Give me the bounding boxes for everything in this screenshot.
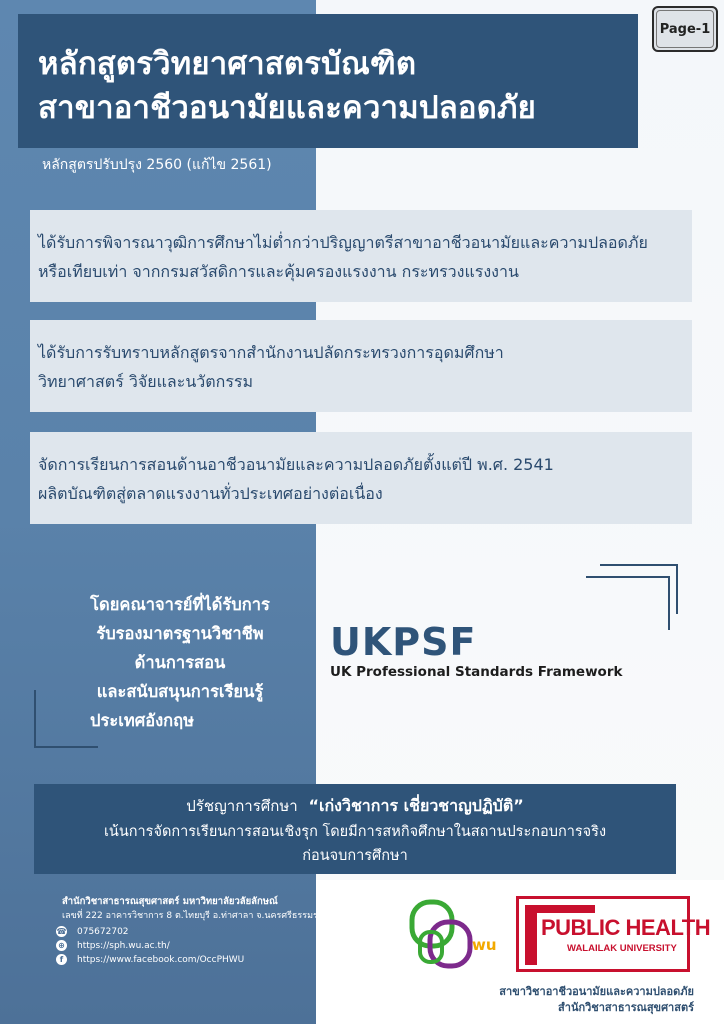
lecturers-line: ด้านการสอน bbox=[134, 653, 226, 672]
public-health-logo bbox=[516, 896, 711, 972]
department-name: สาขาวิชาอาชีวอนามัยและความปลอดภัย bbox=[499, 985, 694, 998]
info-box-line: ผลิตบัณฑิตสู่ตลาดแรงงานทั่วประเทศอย่างต่อเนื่อง bbox=[38, 484, 383, 503]
lecturers-statement bbox=[60, 590, 300, 735]
decorative-frame-line bbox=[34, 746, 98, 748]
decorative-frame-line bbox=[600, 564, 678, 566]
facebook-icon: f bbox=[56, 954, 67, 965]
occ-logo-text: wu bbox=[472, 936, 497, 954]
footer-organization: สำนักวิชาสาธารณสุขศาสตร์ มหาวิทยาลัยวลัยลักษณ์ bbox=[62, 896, 278, 907]
info-box-line: วิทยาศาสตร์ วิจัยและนวัตกรรม bbox=[38, 372, 254, 391]
contact-phone bbox=[56, 926, 129, 937]
page-title-line2: สาขาอาชีวอนามัยและความปลอดภัย bbox=[38, 90, 537, 126]
ukpsf-full-name: UK Professional Standards Framework bbox=[330, 664, 623, 680]
info-box-accreditation bbox=[30, 210, 692, 302]
info-box-line: ได้รับการพิจารณาวุฒิการศึกษาไม่ต่ำกว่าปริญญาตรีสาขาอาชีวอนามัยและความปลอดภัย bbox=[38, 233, 648, 252]
occ-wu-logo bbox=[406, 894, 498, 972]
page-title-line1: หลักสูตรวิทยาศาสตรบัณฑิต bbox=[38, 46, 417, 82]
philosophy-box bbox=[34, 784, 676, 874]
lecturers-line: รับรองมาตรฐานวิชาชีพ bbox=[96, 624, 264, 643]
contact-website[interactable] bbox=[56, 940, 170, 951]
ukpsf-acronym: UKPSF bbox=[330, 620, 477, 664]
logo-bar bbox=[525, 905, 537, 965]
info-box-line: จัดการเรียนการสอนด้านอาชีวอนามัยและความปลอดภัยตั้งแต่ปี พ.ศ. 2541 bbox=[38, 455, 554, 474]
lecturers-line: โดยคณาจารย์ที่ได้รับการ bbox=[90, 595, 270, 614]
page-badge-label: Page-1 bbox=[656, 10, 714, 48]
phone-icon: ☎ bbox=[56, 927, 67, 936]
info-box-line: หรือเทียบเท่า จากกรมสวัสดิการและคุ้มครองแรงงาน กระทรวงแรงงาน bbox=[38, 262, 519, 281]
curriculum-revision-subtitle: หลักสูตรปรับปรุง 2560 (แก้ไข 2561) bbox=[42, 157, 272, 173]
contact-facebook-text[interactable]: https://www.facebook.com/OccPHWU bbox=[77, 954, 245, 965]
decorative-frame-line bbox=[676, 564, 678, 614]
lecturers-line: และสนับสนุนการเรียนรู้ bbox=[96, 682, 264, 701]
philosophy-line: ก่อนจบการศึกษา bbox=[302, 848, 408, 864]
info-box-ministry bbox=[30, 320, 692, 412]
contact-phone-text: 075672702 bbox=[77, 926, 129, 937]
philosophy-label: ปรัชญาการศึกษา bbox=[186, 797, 298, 815]
school-name: สำนักวิชาสาธารณสุขศาสตร์ bbox=[558, 1001, 694, 1014]
walailak-logo-text: WALAILAK UNIVERSITY bbox=[567, 943, 677, 954]
public-health-logo-text: PUBLIC HEALTH bbox=[541, 915, 711, 940]
footer-address: เลขที่ 222 อาคารวิชาการ 8 ต.ไทยบุรี อ.ท่าศาลา จ.นครศรีธรรมราช bbox=[62, 911, 330, 921]
title-banner bbox=[18, 14, 638, 148]
globe-icon: ⊕ bbox=[56, 940, 67, 951]
decorative-frame-line bbox=[586, 576, 670, 578]
philosophy-quote: “เก่งวิชาการ เชี่ยวชาญปฏิบัติ” bbox=[308, 796, 524, 815]
info-box-history bbox=[30, 432, 692, 524]
lecturers-line: ประเทศอังกฤษ bbox=[90, 711, 195, 730]
page-badge bbox=[652, 6, 718, 52]
contact-facebook[interactable] bbox=[56, 954, 244, 965]
decorative-frame-line bbox=[668, 576, 670, 630]
philosophy-line: เน้นการจัดการเรียนการสอนเชิงรุก โดยมีการสหกิจศึกษาในสถานประกอบการจริง bbox=[103, 824, 607, 840]
contact-website-text[interactable]: https://sph.wu.ac.th/ bbox=[77, 940, 170, 951]
decorative-frame-line bbox=[34, 690, 36, 748]
info-box-line: ได้รับการรับทราบหลักสูตรจากสำนักงานปลัดกระทรวงการอุดมศึกษา bbox=[38, 343, 504, 362]
